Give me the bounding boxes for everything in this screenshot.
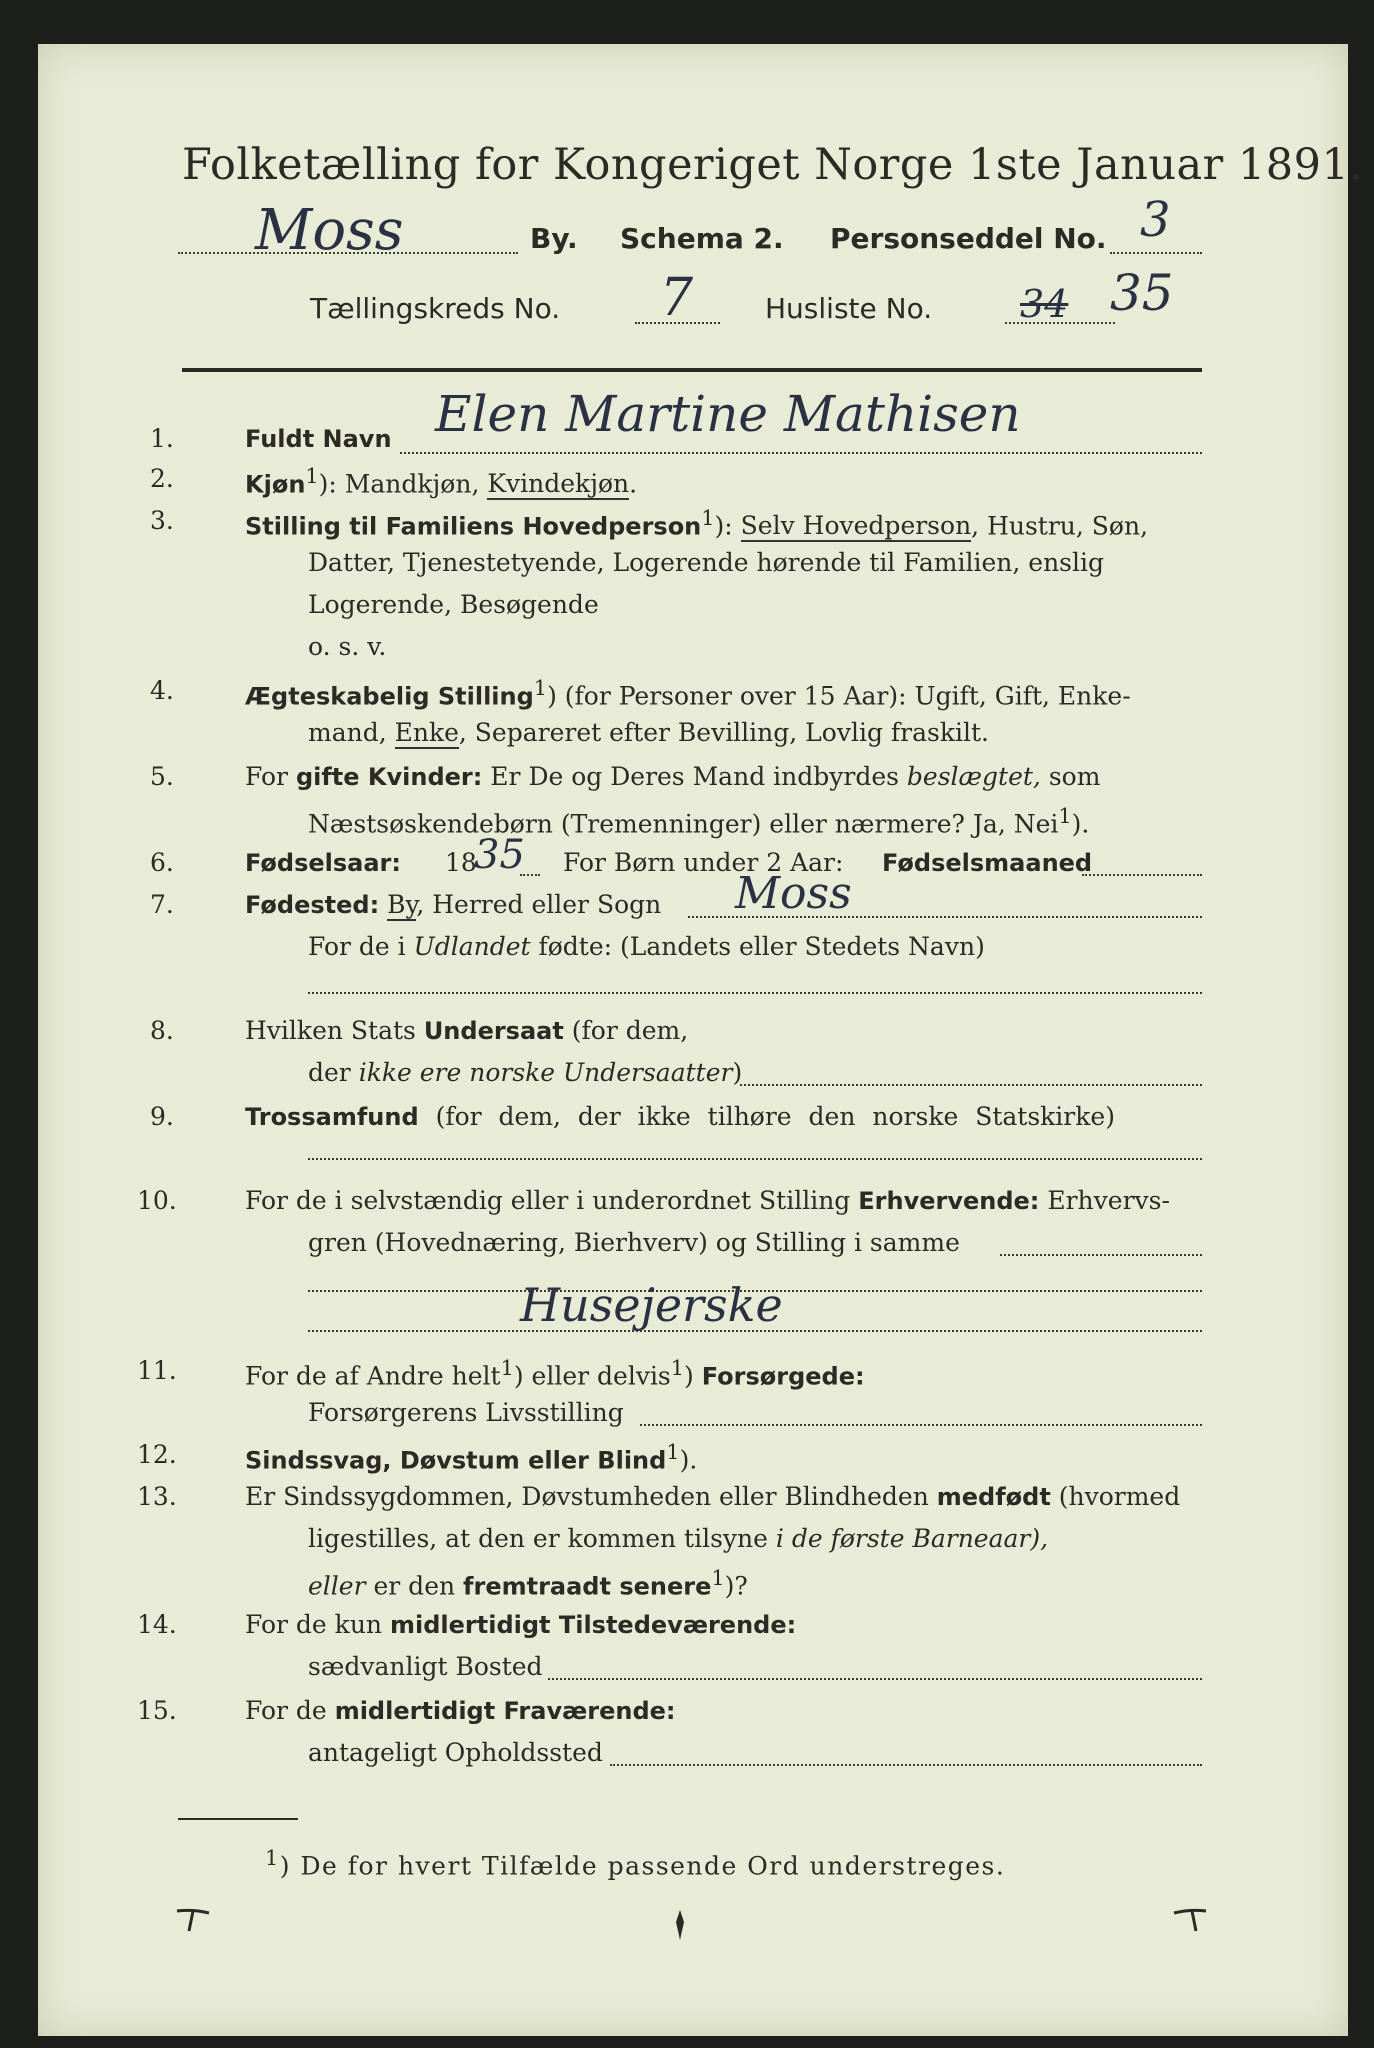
footnote [265, 1846, 1005, 1880]
q5-italic: beslægtet, [906, 762, 1041, 791]
q8-line2-pre: der [308, 1058, 359, 1087]
q3-line1-rest: , Hustru, Søn, [971, 511, 1149, 541]
q7-number: 7. [150, 890, 174, 919]
census-form-page [38, 44, 1348, 2036]
form-title: Folketælling for Kongeriget Norge 1ste Januar 1891. [182, 140, 1364, 190]
ornament-left-icon [175, 1905, 215, 1935]
q8-label: Undersaat [423, 1017, 564, 1045]
footnote-rule [178, 1818, 298, 1820]
q10-label: Erhvervende: [858, 1187, 1040, 1215]
by-label: By. [530, 222, 578, 255]
town-handwritten: Moss [255, 198, 404, 263]
q4-line2 [308, 718, 989, 747]
q11-mid-end: ) [684, 1361, 702, 1391]
q14-line2: sædvanligt Bosted [308, 1652, 543, 1681]
ornament-right-icon [1170, 1905, 1210, 1935]
q3-number: 3. [150, 506, 174, 535]
q7-line1-rest: , Herred eller Sogn [416, 890, 662, 919]
q8-line1 [245, 1016, 688, 1045]
kreds-label: Tællingskreds No. [310, 292, 561, 325]
q14-number: 14. [137, 1610, 177, 1639]
q13-pre: Er Sindssygdommen, Døvstumheden eller Blindheden [245, 1482, 937, 1511]
q7-line2-rest: fødte: (Landets eller Stedets Navn) [530, 932, 985, 961]
q9-number: 9. [150, 1102, 174, 1131]
q1-label: Fuldt Navn [245, 425, 392, 453]
q1-number: 1. [150, 424, 174, 453]
header-rule [182, 368, 1202, 372]
q4-selected-option: Enke [394, 718, 459, 747]
q15-line1 [245, 1696, 676, 1725]
q13-label: medfødt [936, 1483, 1051, 1511]
q2-text: ): Mandkjøn, [318, 469, 488, 499]
q7-line2 [308, 932, 985, 961]
schema-label: Schema 2. [620, 222, 784, 255]
q6-answer-year: 35 [474, 832, 525, 878]
q9-label: Trossamfund [245, 1103, 419, 1131]
q5-line1 [245, 762, 1100, 791]
husliste-struck-number: 34 [1020, 282, 1069, 326]
q10-line1-end: Erhvervs- [1039, 1186, 1170, 1215]
q6-label: Fødselsaar: [245, 849, 401, 877]
q13-italic: i de første Barneaar), [775, 1524, 1049, 1553]
q5-line2-text: Næstsøskendebørn (Tremenninger) eller nærmere? Ja, Nei [308, 809, 1059, 839]
q2-selected-option: Kvindekjøn [487, 469, 630, 499]
q7-label: Fødested: [245, 891, 380, 919]
q6-dotted-line-2 [1082, 874, 1202, 876]
q15-pre: For de [245, 1696, 335, 1725]
q4-line1-rest: ) (for Personer over 15 Aar): Ugift, Gift, Enke- [547, 681, 1131, 711]
q15-line2: antageligt Opholdssted [308, 1738, 603, 1767]
q13-line1-end: (hvormed [1050, 1482, 1181, 1511]
q10-line1 [245, 1186, 1170, 1215]
q6-prefix: 18 [445, 848, 477, 877]
q8-italic: ikke ere norske Undersaatter [358, 1058, 733, 1087]
q2-number: 2. [150, 464, 174, 493]
q6-mid: For Børn under 2 Aar: [563, 848, 844, 877]
q14-label: midlertidigt Tilstedeværende: [389, 1611, 797, 1639]
q11-number: 11. [137, 1356, 177, 1385]
q14-pre: For de kun [245, 1610, 390, 1639]
q4-line1 [245, 676, 1131, 710]
ornament-center-icon [668, 1908, 692, 1942]
q5-line1-rest: Er De og Deres Mand indbyrdes [482, 762, 907, 791]
q4-footnote-mark: 1 [533, 676, 548, 700]
q12-end: ). [679, 1445, 698, 1475]
q13-line3-end: )? [724, 1571, 748, 1601]
q14-line1 [245, 1610, 796, 1639]
q8-line2-end: ) [732, 1058, 743, 1087]
personseddel-number: 3 [1140, 192, 1171, 248]
q14-dotted-line [548, 1678, 1202, 1680]
q3-line2: Datter, Tjenestetyende, Logerende hørende til Familien, enslig [308, 548, 1105, 577]
husliste-number: 35 [1110, 264, 1174, 322]
q6-label2: Fødselsmaaned [882, 849, 1093, 877]
q12-label: Sindssvag, Døvstum eller Blind [245, 1446, 667, 1475]
q8-number: 8. [150, 1016, 174, 1045]
q3-footnote-mark: 1 [701, 506, 715, 530]
q8-line1-rest: (for dem, [563, 1016, 689, 1045]
q3-selected-option: Selv Hovedperson [740, 511, 972, 541]
q9-line1 [245, 1102, 1115, 1131]
q13-number: 13. [137, 1482, 177, 1511]
q5-line1-end: som [1040, 762, 1101, 791]
q11-footnote-mark-1: 1 [500, 1356, 514, 1380]
q7-line1 [245, 890, 661, 919]
q1-dotted-line [400, 452, 1202, 454]
footnote-mark: 1 [265, 1846, 280, 1870]
q7-italic: Udlandet [413, 932, 531, 961]
q15-dotted-line [610, 1764, 1202, 1766]
q5-line2-end: ). [1071, 809, 1090, 839]
q5-pre: For [245, 762, 296, 791]
q3-line4: o. s. v. [308, 632, 387, 661]
q3-line3: Logerende, Besøgende [308, 590, 599, 619]
q6-dotted-line-1 [520, 874, 540, 876]
kreds-number: 7 [660, 268, 694, 328]
q13-line2-pre: ligestilles, at den er kommen tilsyne [308, 1524, 776, 1553]
q7-answer-place: Moss [735, 868, 852, 919]
q10-pre: For de i selvstændig eller i underordnet Stilling [245, 1186, 859, 1215]
q13-line3-italic: eller [308, 1571, 366, 1601]
q2-line [245, 464, 637, 498]
q9-line1-rest: (for dem, der ikke tilhøre den norske Statskirke) [418, 1102, 1115, 1131]
husliste-label: Husliste No. [765, 292, 933, 325]
q1-answer-name: Elen Martine Mathisen [435, 385, 1021, 443]
q4-label: Ægteskabelig Stilling [245, 682, 534, 711]
q12-footnote-mark: 1 [666, 1440, 680, 1464]
q13-label2: fremtraadt senere [463, 1572, 712, 1601]
q15-label: midlertidigt Fraværende: [334, 1697, 676, 1725]
q7-dotted-line-2 [308, 992, 1202, 994]
q4-line2-pre: mand, [308, 718, 395, 747]
q12-line1 [245, 1440, 697, 1474]
q8-dotted-line [740, 1084, 1202, 1086]
q7-selected-option: By [387, 890, 417, 919]
q11-dotted-line [640, 1424, 1202, 1426]
q11-label: Forsørgede: [701, 1362, 865, 1391]
personseddel-dotted-line [1110, 252, 1202, 254]
q8-line2 [308, 1058, 742, 1087]
q10-number: 10. [137, 1186, 177, 1215]
q15-number: 15. [137, 1696, 177, 1725]
q10-dotted-line-1 [1000, 1254, 1202, 1256]
q13-line2 [308, 1524, 1048, 1553]
q13-line3 [308, 1566, 748, 1600]
q3-line1 [245, 506, 1148, 540]
q2-end: . [629, 469, 638, 499]
q2-label: Kjøn [245, 470, 306, 499]
q8-pre: Hvilken Stats [245, 1016, 424, 1045]
q11-line1 [245, 1356, 865, 1390]
q4-number: 4. [150, 676, 174, 705]
q11-footnote-mark-2: 1 [670, 1356, 685, 1380]
q11-mid: ) eller delvis [513, 1361, 671, 1391]
q2-footnote-mark: 1 [305, 464, 319, 488]
q7-line2-pre: For de i [308, 932, 414, 961]
q12-number: 12. [137, 1440, 177, 1469]
q5-number: 5. [150, 762, 174, 791]
q13-line3-pre: er den [365, 1571, 464, 1601]
q4-line2-rest: , Separeret efter Bevilling, Lovlig fraskilt. [458, 718, 989, 747]
footnote-text: ) De for hvert Tilfælde passende Ord understreges. [279, 1851, 1006, 1881]
q5-footnote-mark: 1 [1058, 804, 1072, 828]
q11-line2: Forsørgerens Livsstilling [308, 1398, 624, 1427]
q13-line1 [245, 1482, 1180, 1511]
q10-line2: gren (Hovednæring, Bierhverv) og Stilling i samme [308, 1228, 960, 1257]
q5-label: gifte Kvinder: [295, 763, 483, 791]
personseddel-label: Personseddel No. [830, 222, 1107, 255]
q3-colon: ): [714, 511, 741, 541]
q9-dotted-line [308, 1158, 1202, 1160]
q13-footnote-mark: 1 [711, 1566, 725, 1590]
q11-pre: For de af Andre helt [245, 1361, 501, 1391]
q10-answer-occupation: Husejerske [520, 1278, 783, 1332]
q5-line2 [308, 804, 1089, 838]
q3-label: Stilling til Familiens Hovedperson [245, 512, 702, 541]
q6-number: 6. [150, 848, 174, 877]
